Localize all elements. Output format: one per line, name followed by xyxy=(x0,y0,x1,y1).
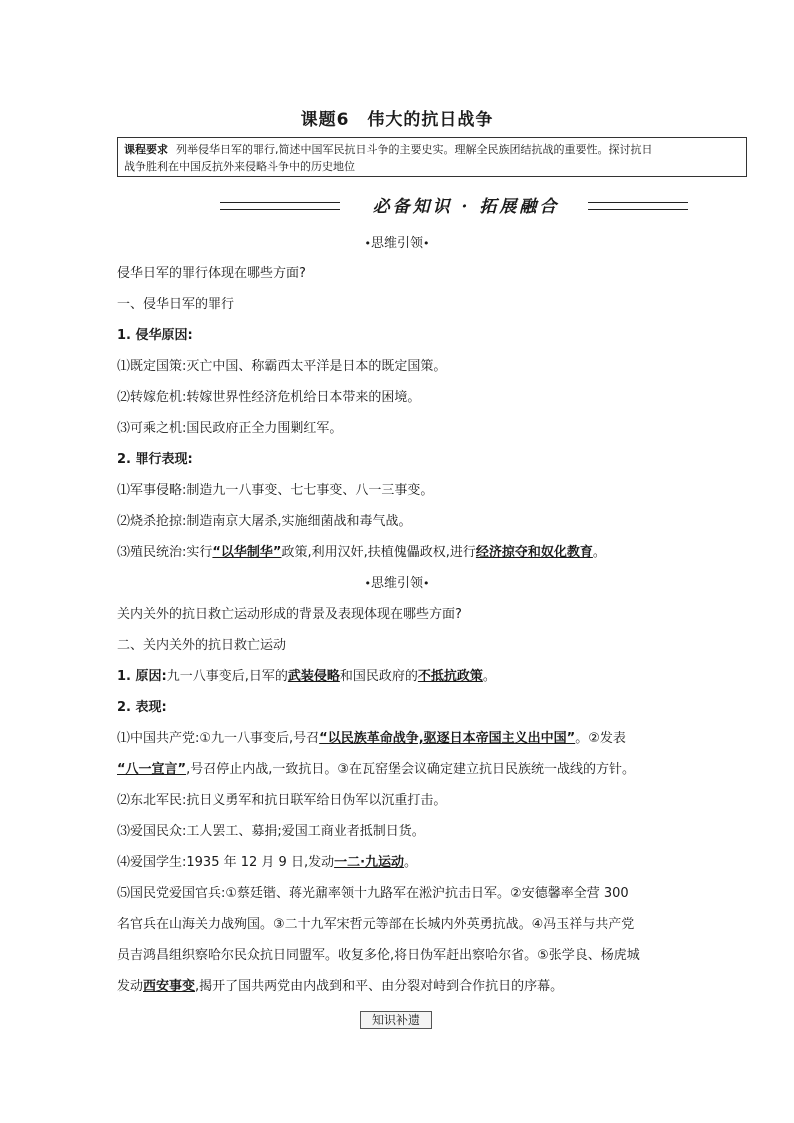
requirement-label: 课程要求 xyxy=(124,143,168,156)
section-heading-2: 二、关内关外的抗日救亡运动 xyxy=(117,638,287,653)
list-item: ⑶殖民统治:实行“以华制华”政策,利用汉奸,扶植傀儡政权,进行经济掠夺和奴化教育。 xyxy=(117,545,606,560)
section-heading-1: 一、侵华日军的罪行 xyxy=(117,297,235,312)
requirement-text-2: 战争胜利在中国反抗外来侵略斗争中的历史地位 xyxy=(124,160,355,173)
section-banner xyxy=(220,192,688,218)
list-item: ⑸国民党爱国官兵:①蔡廷锴、蒋光鼐率领十九路军在淞沪抗击日军。②安德馨率全营 300 xyxy=(117,886,629,901)
list-item: ⑴中国共产党:①九一八事变后,号召“以民族革命战争,驱逐日本帝国主义出中国”。②发表 xyxy=(117,731,626,746)
question-1: 侵华日军的罪行体现在哪些方面? xyxy=(117,266,306,281)
list-item: ⑴既定国策:灭亡中国、称霸西太平洋是日本的既定国策。 xyxy=(117,359,447,374)
cause-line: 1. 原因:九一八事变后,日军的武装侵略和国民政府的不抵抗政策。 xyxy=(117,669,496,684)
sub-heading-manifestations: 2. 表现: xyxy=(117,700,167,715)
list-item: ⑵烧杀抢掠:制造南京大屠杀,实施细菌战和毒气战。 xyxy=(117,514,412,529)
page-title: 课题6 伟大的抗日战争 xyxy=(300,110,494,130)
list-item: “八一宣言”,号召停止内战,一致抗日。③在瓦窑堡会议确定建立抗日民族统一战线的方针。 xyxy=(117,762,636,777)
list-item: 员吉鸿昌组织察哈尔民众抗日同盟军。收复多伦,将日伪军赶出察哈尔省。⑤张学良、杨虎城 xyxy=(117,948,640,963)
sub-heading-crimes: 2. 罪行表现: xyxy=(117,452,193,467)
guide-heading-1: •思维引领• xyxy=(364,236,430,251)
list-item: ⑷爱国学生:1935 年 12 月 9 日,发动一二·九运动。 xyxy=(117,855,418,870)
course-requirement-box xyxy=(117,137,747,177)
list-item: ⑶可乘之机:国民政府正全力围剿红军。 xyxy=(117,421,343,436)
banner-rule-right xyxy=(588,202,688,210)
list-item: ⑴军事侵略:制造九一八事变、七七事变、八一三事变。 xyxy=(117,483,434,498)
list-item: ⑵转嫁危机:转嫁世界性经济危机给日本带来的困境。 xyxy=(117,390,421,405)
banner-rule-left xyxy=(220,202,340,210)
list-item: 发动西安事变,揭开了国共两党由内战到和平、由分裂对峙到合作抗日的序幕。 xyxy=(117,979,564,994)
list-item: ⑶爱国民众:工人罢工、募捐;爱国工商业者抵制日货。 xyxy=(117,824,425,839)
list-item: ⑵东北军民:抗日义勇军和抗日联军给日伪军以沉重打击。 xyxy=(117,793,447,808)
sub-heading-causes: 1. 侵华原因: xyxy=(117,328,193,343)
question-2: 关内关外的抗日救亡运动形成的背景及表现体现在哪些方面? xyxy=(117,607,462,622)
guide-heading-2: •思维引领• xyxy=(364,576,430,591)
banner-text: 必备知识 · 拓展融合 xyxy=(372,197,560,217)
requirement-text-1: 列举侵华日军的罪行,简述中国军民抗日斗争的主要史实。理解全民族团结抗战的重要性。探讨抗日 xyxy=(176,143,653,156)
knowledge-supplement-label: 知识补遗 xyxy=(360,1011,432,1029)
list-item: 名官兵在山海关力战殉国。③二十九军宋哲元等部在长城内外英勇抗战。④冯玉祥与共产党 xyxy=(117,917,635,932)
